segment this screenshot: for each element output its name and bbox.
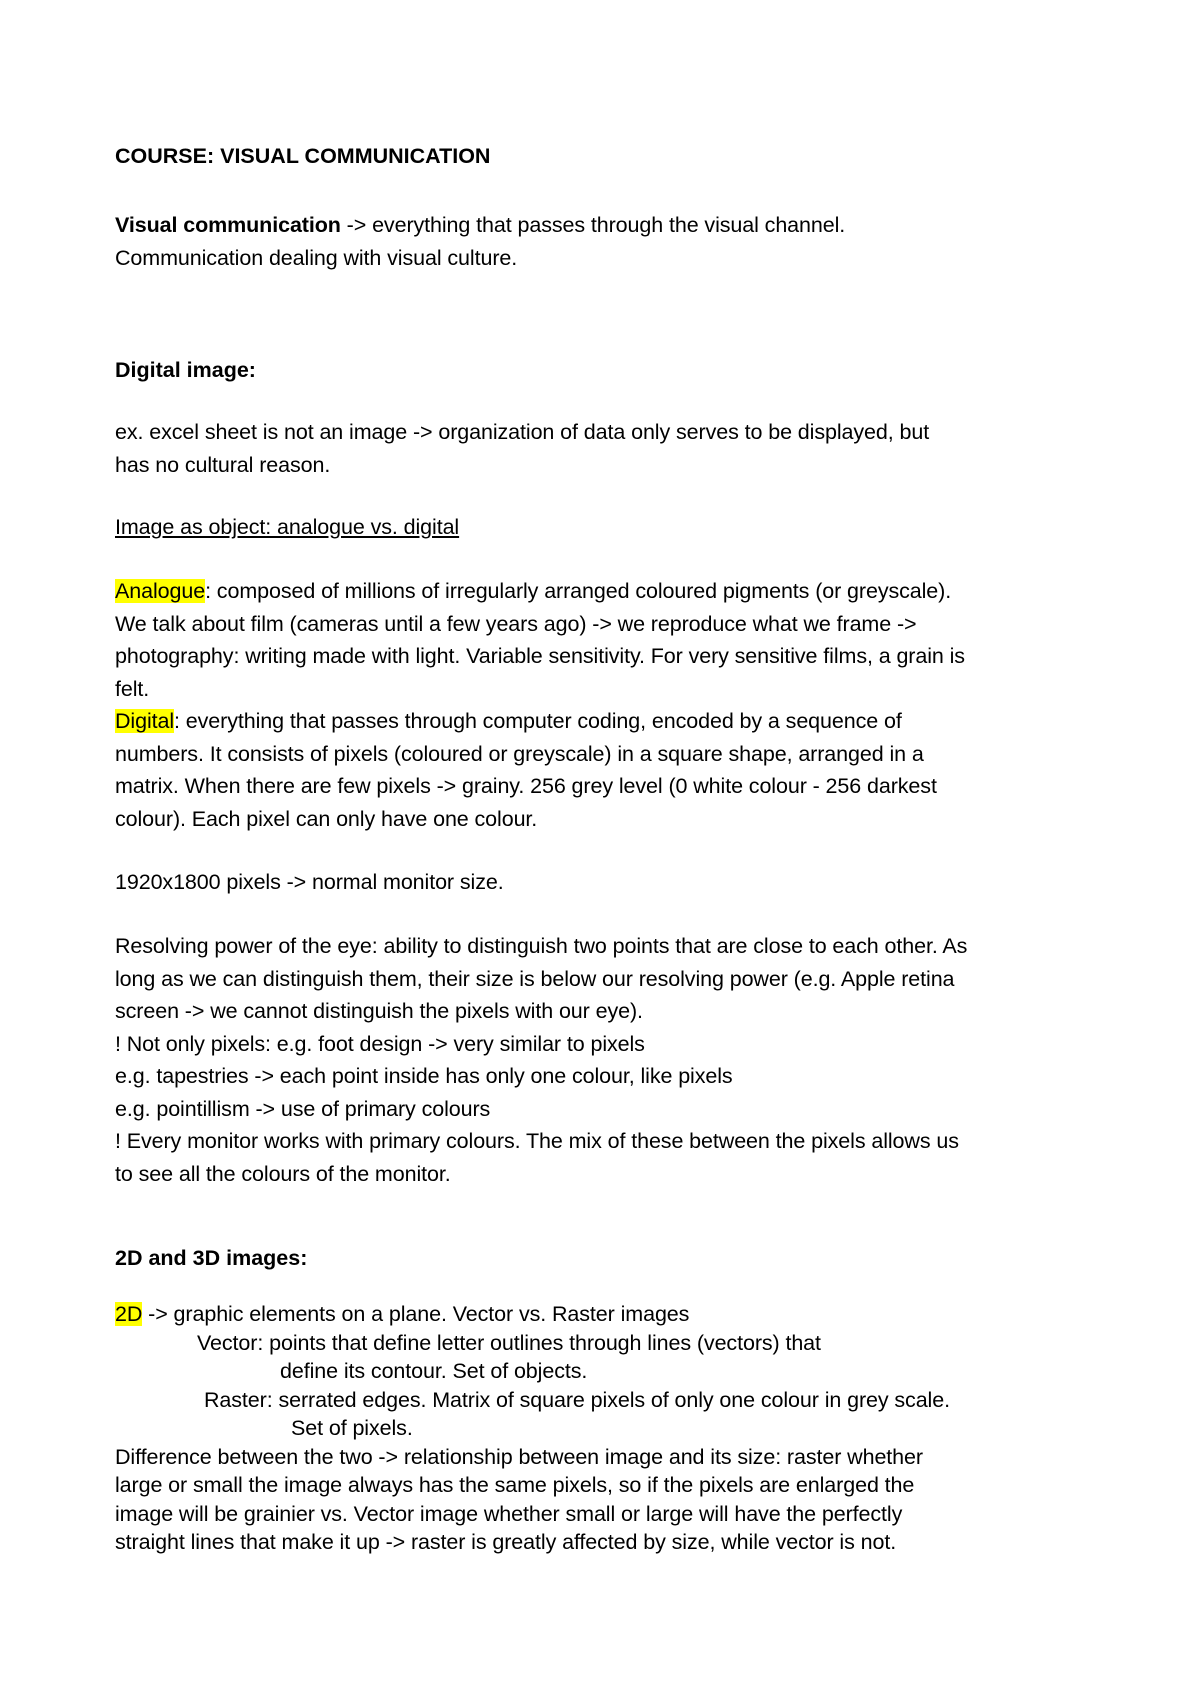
resolving-line4: ! Not only pixels: e.g. foot design -> very similar to pixels: [115, 1031, 645, 1056]
resolving-line6: e.g. pointillism -> use of primary colours: [115, 1096, 491, 1121]
two-d-term-highlight: 2D: [115, 1302, 143, 1326]
two-d-line1: -> graphic elements on a plane. Vector vs. Raster images: [142, 1302, 690, 1326]
intro-line1: -> everything that passes through the visual channel.: [340, 213, 846, 237]
analogue-line3: photography: writing made with light. Variable sensitivity. For very sensitive films, a grain is: [115, 644, 965, 668]
difference-line4: straight lines that make it up -> raster is greatly affected by size, while vector is not.: [115, 1530, 897, 1554]
resolving-power-paragraph: [115, 930, 1115, 1190]
resolving-line3: screen -> we cannot distinguish the pixels with our eye).: [115, 999, 643, 1023]
monitor-size-line: 1920x1800 pixels -> normal monitor size.: [115, 870, 504, 894]
resolving-line2: long as we can distinguish them, their size is below our resolving power (e.g. Apple retina: [115, 966, 955, 991]
vector-line2: define its contour. Set of objects.: [280, 1359, 588, 1383]
intro-term: Visual communication: [115, 213, 341, 237]
analogue-line2: We talk about film (cameras until a few years ago) -> we reproduce what we frame ->: [115, 611, 917, 636]
section-heading-digital-image: Digital image:: [115, 358, 256, 382]
digital-line2: numbers. It consists of pixels (coloured or greyscale) in a square shape, arranged in a: [115, 741, 924, 766]
difference-line3: image will be grainier vs. Vector image whether small or large will have the perfectly: [115, 1501, 903, 1526]
excel-example-line1: ex. excel sheet is not an image -> organization of data only serves to be displayed, but: [115, 420, 930, 444]
digital-term-highlight: Digital: [115, 709, 175, 733]
digital-line4: colour). Each pixel can only have one colour.: [115, 806, 538, 831]
analogue-digital-paragraph: [115, 575, 1115, 835]
intro-line2: Communication dealing with visual culture.: [115, 245, 518, 270]
raster-line2: Set of pixels.: [291, 1416, 413, 1440]
excel-example-line2: has no cultural reason.: [115, 452, 331, 477]
resolving-line7: ! Every monitor works with primary colours. The mix of these between the pixels allows us: [115, 1129, 959, 1153]
raster-line1: Raster: serrated edges. Matrix of square pixels of only one colour in grey scale.: [204, 1387, 950, 1412]
image-as-object-subheading: Image as object: analogue vs. digital: [115, 515, 460, 539]
analogue-term-highlight: Analogue: [115, 579, 206, 603]
vector-line1: Vector: points that define letter outlines through lines (vectors) that: [197, 1330, 821, 1355]
intro-paragraph: [115, 209, 1115, 274]
two-d-paragraph: [115, 1300, 1115, 1557]
analogue-line4: felt.: [115, 676, 150, 701]
resolving-line8: to see all the colours of the monitor.: [115, 1161, 451, 1186]
digital-line3: matrix. When there are few pixels -> grainy. 256 grey level (0 white colour - 256 darkest: [115, 774, 937, 798]
page-title: COURSE: VISUAL COMMUNICATION: [115, 144, 491, 168]
section-heading-2d-3d: 2D and 3D images:: [115, 1246, 308, 1270]
resolving-line5: e.g. tapestries -> each point inside has only one colour, like pixels: [115, 1064, 733, 1088]
difference-line2: large or small the image always has the same pixels, so if the pixels are enlarged the: [115, 1473, 915, 1497]
excel-example-paragraph: [115, 416, 1115, 481]
digital-line1: : everything that passes through computer coding, encoded by a sequence of: [174, 709, 902, 733]
analogue-line1: : composed of millions of irregularly arranged coloured pigments (or greyscale).: [205, 579, 952, 603]
resolving-line1: Resolving power of the eye: ability to distinguish two points that are close to each other. As: [115, 934, 968, 958]
difference-line1: Difference between the two -> relationship between image and its size: raster whether: [115, 1444, 923, 1469]
